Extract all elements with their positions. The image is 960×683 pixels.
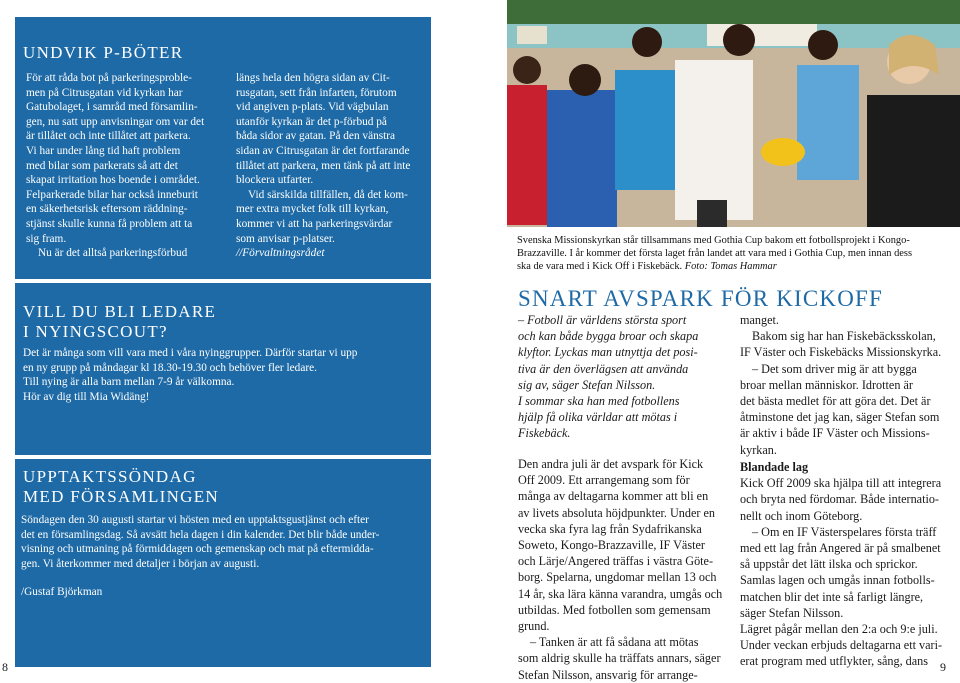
kickoff-col-b: Blandade lag Kick Off 2009 ska hjälpa till att integrera och bryta ned fördomar. Både internatio- nellt och inom Göteborg. – Om en IF Västerspelares första träff med ett lag från Angered är på smalbenet så uppstår det lätt ilska och sprickor. Samlas lagen och umgås innan fotbolls- matchen blir det inte så farligt längre, säger Stefan Nilsson. Lägret pågår mellan den 2:a och 9:e juli. Under veckan erbjuds deltagarna ett vari- erat program med utflykter, sång, dans [740,459,952,670]
kickoff-heading: SNART AVSPARK FÖR KICKOFF [518,286,884,311]
photo-caption: Svenska Missionskyrkan står tillsammans med Gothia Cup bakom ett fotbollsprojekt i Kongo- Brazzaville. I år kommer det första laget från landet att vara med i Gothia Cup, men innan dess ska de vara med i Kick Off i Fiskebäck. Foto: Tomas Hammar [517,235,912,273]
sunday-heading-2: MED FÖRSAMLINGEN [23,487,220,506]
kickoff-right-top: manget. Bakom sig har han Fiskebäcksskolan, IF Väster och Fiskebäcks Missionskyrka. – Det som driver mig är att bygga broar mellan människor. Idrotten är det bästa medlet för att göra det. Det är åtminstone det jag kan, säger Stefan som är aktiv i både IF Väster och Missions- kyrkan. [740,313,942,457]
photo-illustration [507,0,960,227]
sunday-text: Söndagen den 30 augusti startar vi hösten med en upptaktsgustjänst och efter det en församlingsdag. Så avsätt hela dagen i din kalender. Det blir både under- visning och utmaning på förmiddagen och gemenskap och mat på eftermidda- gen. Vi återkommer med detaljer i början av augusti. [21,514,380,570]
page-number-right: 9 [940,660,946,674]
scout-panel [14,282,432,456]
parking-heading: UNDVIK P-BÖTER [23,43,184,62]
blandade-lag-subheading: Blandade lag [740,460,809,474]
scout-heading-2: I NYINGSCOUT? [23,322,168,341]
scout-heading-1: VILL DU BLI LEDARE [23,302,217,321]
page-number-left: 8 [2,660,8,674]
sunday-signature: /Gustaf Björkman [21,586,103,598]
sunday-panel [14,458,432,668]
scout-text: Det är många som vill vara med i våra nyinggrupper. Därför startar vi upp en ny grupp på måndagar kl 18.30-19.30 och behöver fler ledare. Till nying är alla barn mellan 7-9 år välkomna. Hör av dig till Mia Widäng! [23,347,358,403]
sunday-heading-1: UPPTAKTSSÖNDAG [23,467,197,486]
kickoff-col-a: Den andra juli är det avspark för Kick Off 2009. Ett arrangemang som för många av deltagarna kommer att bli en av livets absoluta höjdpunkter. Under en vecka ska fyra lag från Sydafrikanska Soweto, Kongo-Brazzaville, IF Väster och Lärje/Angered träffas i västra Göte- borg. Spelarna, ungdomar mellan 13 och 14 år, ska lära känna varandra, umgås och utbildas. Med fotbollen som gemensam grund. – Tanken är att få sådana att mötas som aldrig skulle ha träffats annars, säger Stefan Nilsson, ansvarig för arrange- [518,457,723,682]
parking-signature: //Förvaltningsrådet [236,247,325,260]
parking-col2: längs hela den högra sidan av Cit- rusgatan, sett från infarten, förutom vid angiven p-plats. Vid vägbulan utanför kyrkan är det p-förbud på båda sidor av gatan. På den vänstra sidan av Citrusgatan är det fortfarande tillåtet att parkera, men tänk på att inte blockera utfarter. Vid särskilda tillfällen, då det kom- mer extra mycket folk till kyrkan, kommer vi att ha parkeringsvärdar som anvisar p-platser. //Förvaltningsrådet [236,71,430,261]
football-photo [507,0,960,227]
photo-credit: Foto: Tomas Hammar [684,261,777,273]
kickoff-lead: – Fotboll är världens största sport och kan både bygga broar och skapa klyftor. Lyckas man utnyttja det posi- tiva är den överlägsen att använda sig av, säger Stefan Nilsson. I sommar ska han med fotbollens hjälp få olika världar att mötas i Fiskebäck. [518,313,699,441]
parking-col1: För att råda bot på parkeringsproble- men på Citrusgatan vid kyrkan har Gatubolaget, i samråd med församlin- gen, nu satt upp anvisningar om var det är tillåtet och inte tillåtet att parkera. Vi har under lång tid haft problem med bilar som parkerats så att det skapat irritation hos boende i området. Felparkerade bilar har också inneburit en säkerhetsrisk eftersom räddning- stjänst skulle kunna få problem att ta sig fram. Nu är det alltså parkeringsförbud [26,72,205,260]
parking-panel [14,16,432,280]
